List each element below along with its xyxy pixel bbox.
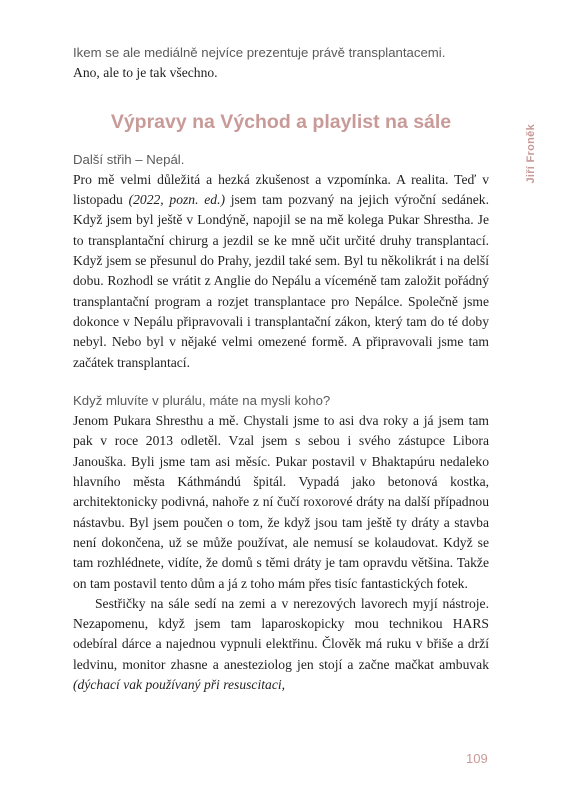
interview-question: Další střih – Nepál. (73, 151, 185, 167)
explanatory-note: (dýchací vak používaný při resuscitaci, (73, 677, 286, 693)
interview-answer (73, 170, 489, 373)
interview-answer (73, 594, 489, 695)
running-header-author: Jiří Froněk (525, 124, 537, 184)
text-column (73, 43, 489, 695)
answer-text: Pro mě velmi důležitá a hezká zkušenost a vzpomínka. A realita. Teď v listopadu (73, 171, 489, 208)
spacer (73, 373, 489, 391)
page-number: 109 (466, 751, 488, 766)
interview-question: Když mluvíte v plurálu, máte na mysli koho? (73, 392, 331, 408)
answer-text: Sestřičky na sále sedí na zemi a v nerezových lavorech myjí nástroje. Nezapomenu, když jsem tam laparoskopicky mou technikou HARS odebíral dárce a najednou vypnuli elektřinu. Člověk má ruku v břiše a drží ledvinu, monitor zhasne a anesteziolog jen stojí a začne mačkat ambuvak (73, 595, 489, 672)
spacer (73, 134, 489, 150)
answer-text: jsem tam pozvaný na jejich výroční sedánek. Když jsem byl ještě v Londýně, napojil se na mě kolega Pukar Shrestha. Je to transplantační chirurg a jezdil se ke mně učit určité druhy transplantací. Když jsem se přesunul do Prahy, jezdil také sem. Byl tu několikrát i na delší dobu. Rozhodl se vrátit z Anglie do Nepálu a víceméně tam založit pořádný transplantační program a rozjet transplantace pro Nepálce. Společně jsme dokonce v Nepálu připravovali i transplantační zákon, který tam do té doby nebyl. Nebo byl v nějaké velmi omezené formě. A připravovali jsme tam začátek transplantací. (73, 192, 489, 370)
interview-answer: Jenom Pukara Shresthu a mě. Chystali jsme to asi dva roky a já jsem tam pak v roce 2013 odletěl. Vzal jsem s sebou i svého zástupce Libora Janouška. Byli jsme tam asi měsíc. Pukar postavil v Bhaktapúru nedaleko hlavního města Káthmándú špitál. Vypadá jako betonová kostka, architektonicky podivná, nahoře z ní čučí roxorové dráty na další případnou nástavbu. Byl jsem poučen o tom, že když jsou tam ještě ty dráty a stavba není dokončena, už se může používat, ale nemusí se kolaudovat. Když se tam rozhlédnete, vidíte, že domů s těmi dráty je tam opravdu většina. Takže on tam postavil tento dům a já z toho mám přes tisíc fantastických fotek. (73, 413, 489, 591)
editor-note: (2022, pozn. ed.) (128, 192, 225, 208)
section-title: Výpravy na Východ a playlist na sále (110, 110, 452, 133)
spacer (73, 84, 489, 110)
interview-question: Ikem se ale mediálně nejvíce prezentuje právě transplantacemi. (73, 45, 446, 60)
interview-answer: Ano, ale to je tak všechno. (73, 65, 218, 81)
